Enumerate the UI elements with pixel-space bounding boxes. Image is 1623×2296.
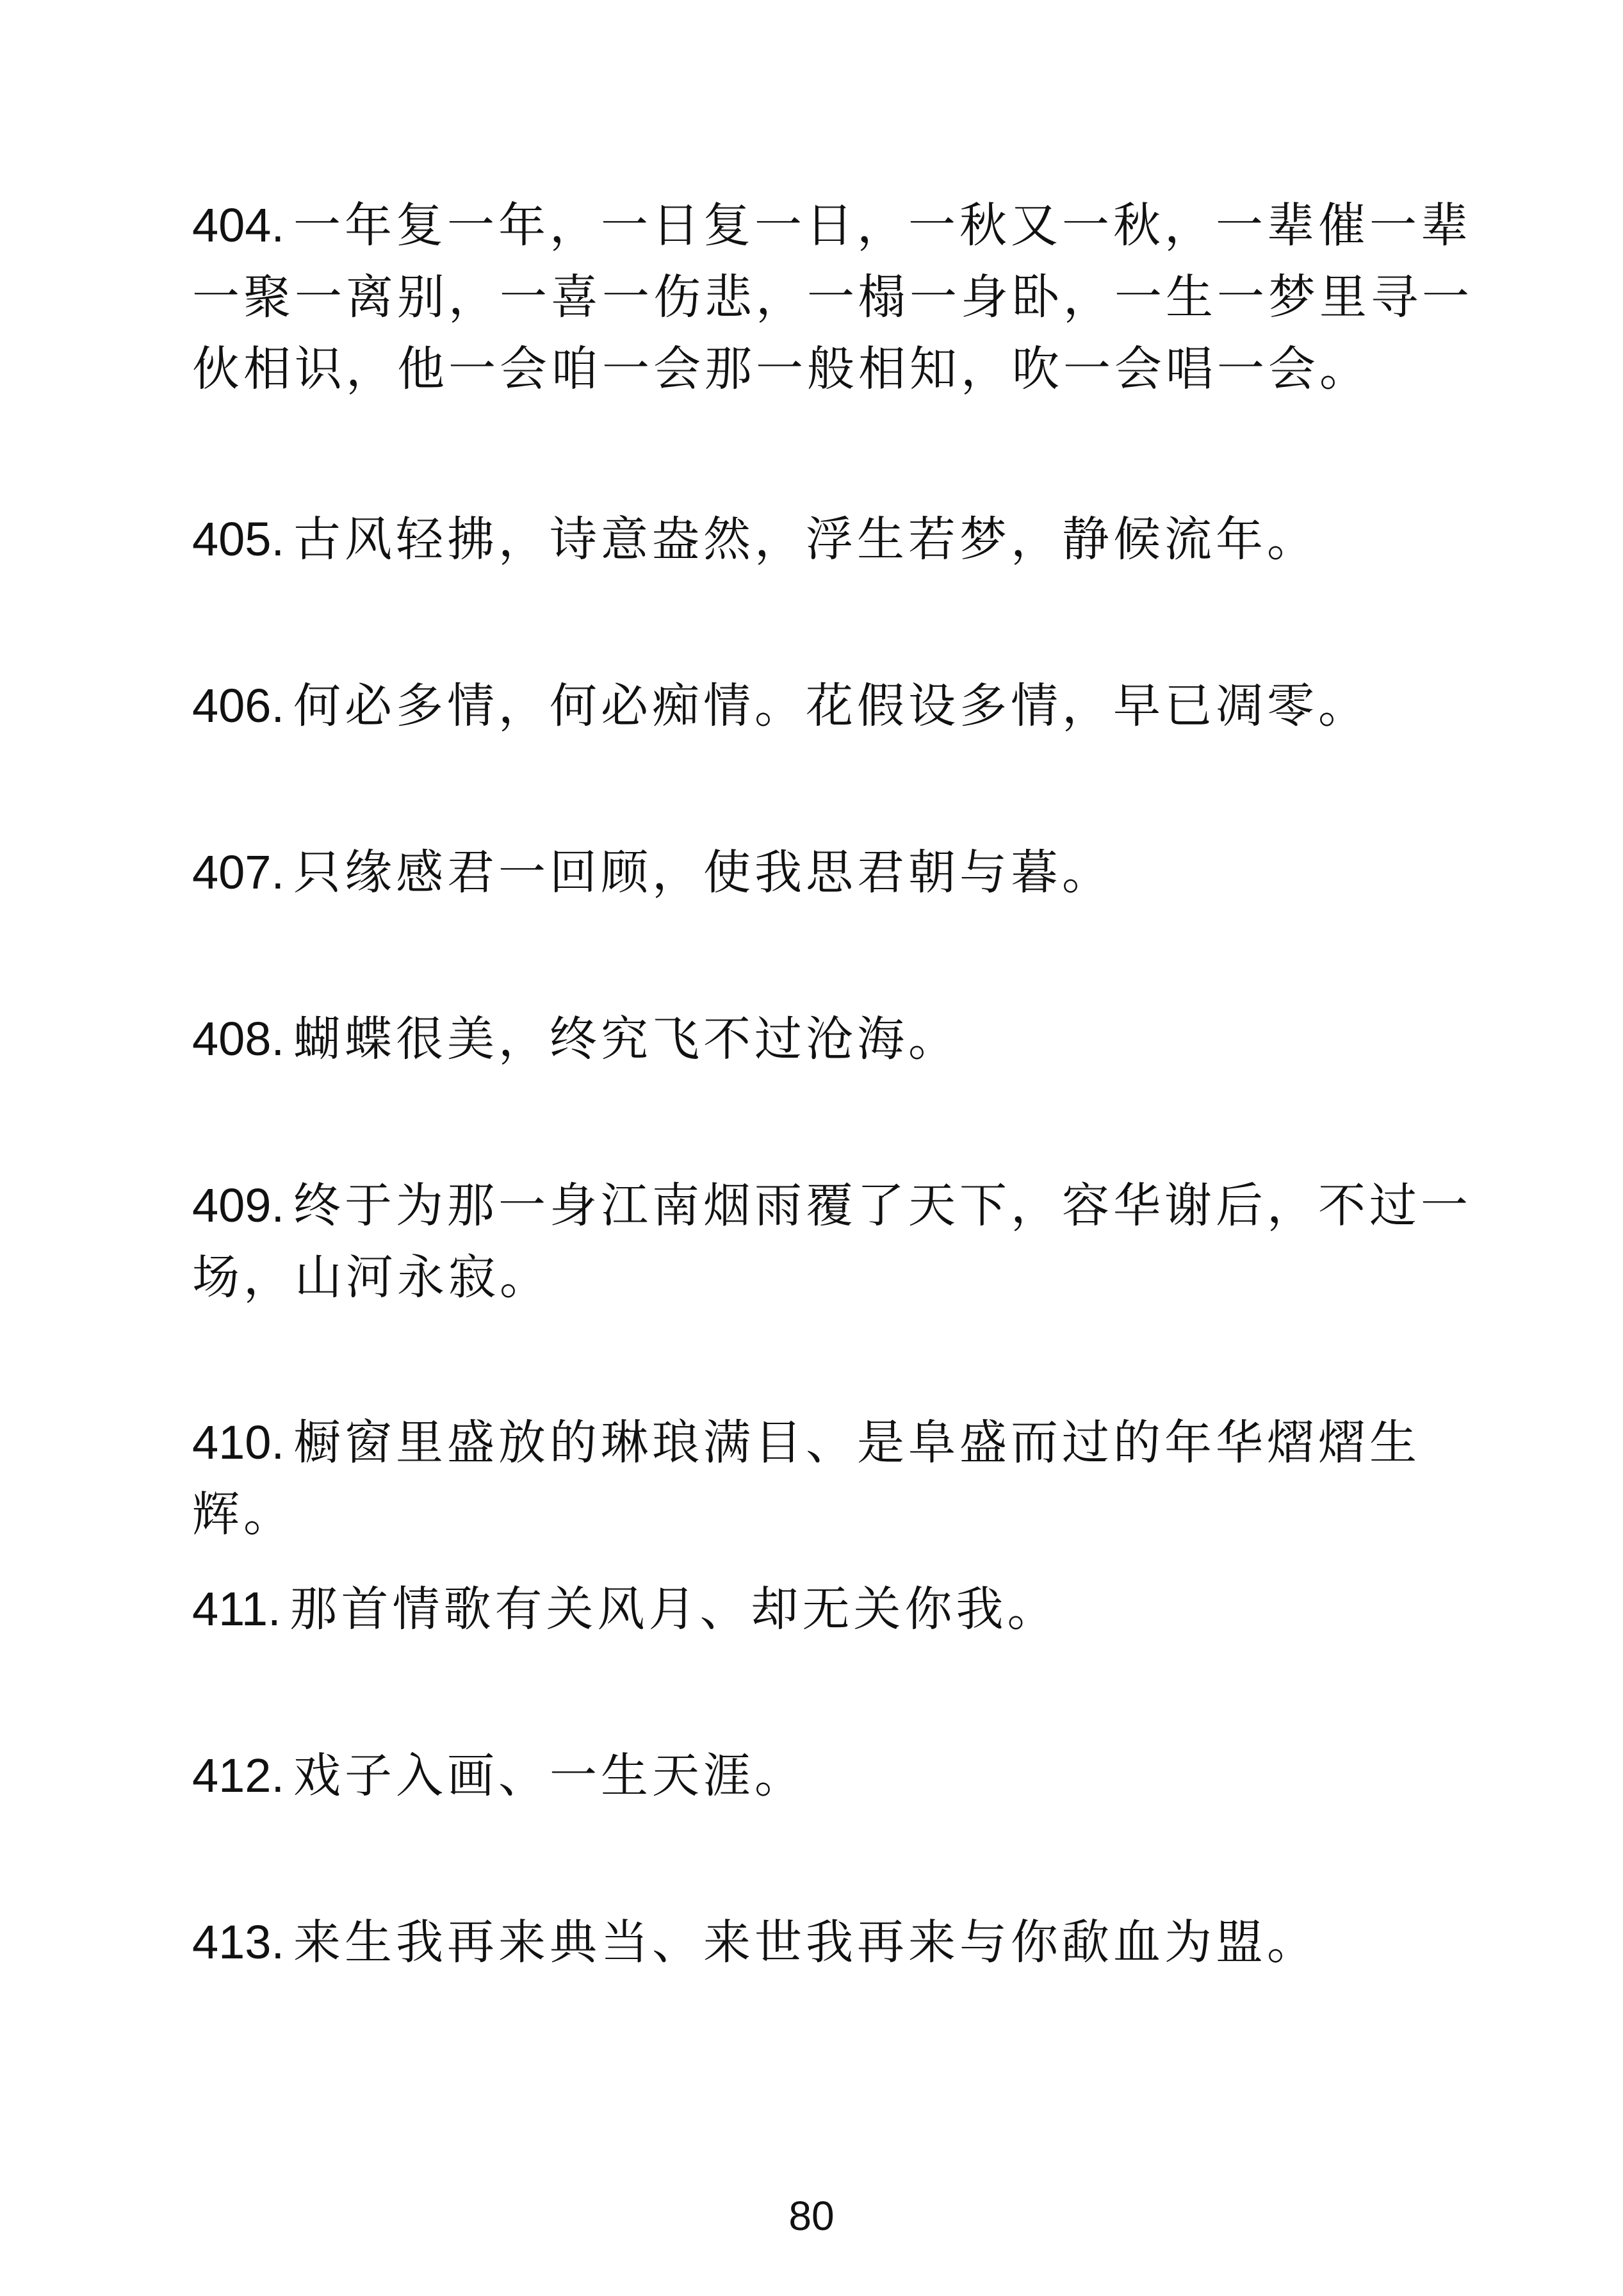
entry-406 — [192, 670, 1480, 742]
entry-number: 406. — [192, 679, 285, 732]
entry-409 — [192, 1170, 1480, 1313]
entry-text: 只缘感君一回顾，使我思君朝与暮。 — [293, 845, 1114, 900]
entry-text: 一年复一年，一日复一日，一秋又一秋，一辈催一辈一聚一离别，一喜一伤悲，一榻一身卧，一生一梦里寻一伙相识，他一会咱一会那一般相知，吹一会唱一会。 — [192, 198, 1473, 397]
entry-413 — [192, 1906, 1480, 1978]
entry-text: 戏子入画、一生天涯。 — [293, 1748, 806, 1803]
entry-text: 来生我再来典当、来世我再来与你歃血为盟。 — [293, 1915, 1319, 1970]
entry-number: 404. — [192, 199, 285, 252]
entry-text: 那首情歌有关风月、却无关你我。 — [290, 1582, 1059, 1637]
entry-404 — [192, 190, 1480, 405]
entry-407 — [192, 837, 1480, 908]
entry-number: 412. — [192, 1749, 285, 1802]
entry-number: 405. — [192, 512, 285, 566]
entry-text: 橱窗里盛放的琳琅满目、是阜盛而过的年华熠熠生辉。 — [192, 1415, 1421, 1542]
entry-text: 古风轻拂，诗意盎然，浮生若梦，静候流年。 — [293, 512, 1319, 567]
entry-text: 何必多情，何必痴情。花假设多情，早已凋零。 — [293, 678, 1370, 734]
entry-412 — [192, 1740, 1480, 1812]
entry-number: 408. — [192, 1012, 285, 1065]
entry-405 — [192, 504, 1480, 575]
entry-text: 终于为那一身江南烟雨覆了天下，容华谢后，不过一场，山河永寂。 — [192, 1178, 1472, 1305]
entry-411 — [192, 1573, 1480, 1645]
entry-number: 413. — [192, 1915, 285, 1969]
page-number: 80 — [788, 2193, 835, 2239]
entry-410 — [192, 1407, 1480, 1550]
entry-number: 409. — [192, 1179, 285, 1232]
entry-number: 411. — [192, 1582, 281, 1636]
entry-408 — [192, 1003, 1480, 1075]
entry-text: 蝴蝶很美，终究飞不过沧海。 — [293, 1012, 960, 1067]
entry-number: 410. — [192, 1416, 285, 1469]
entry-number: 407. — [192, 846, 285, 899]
